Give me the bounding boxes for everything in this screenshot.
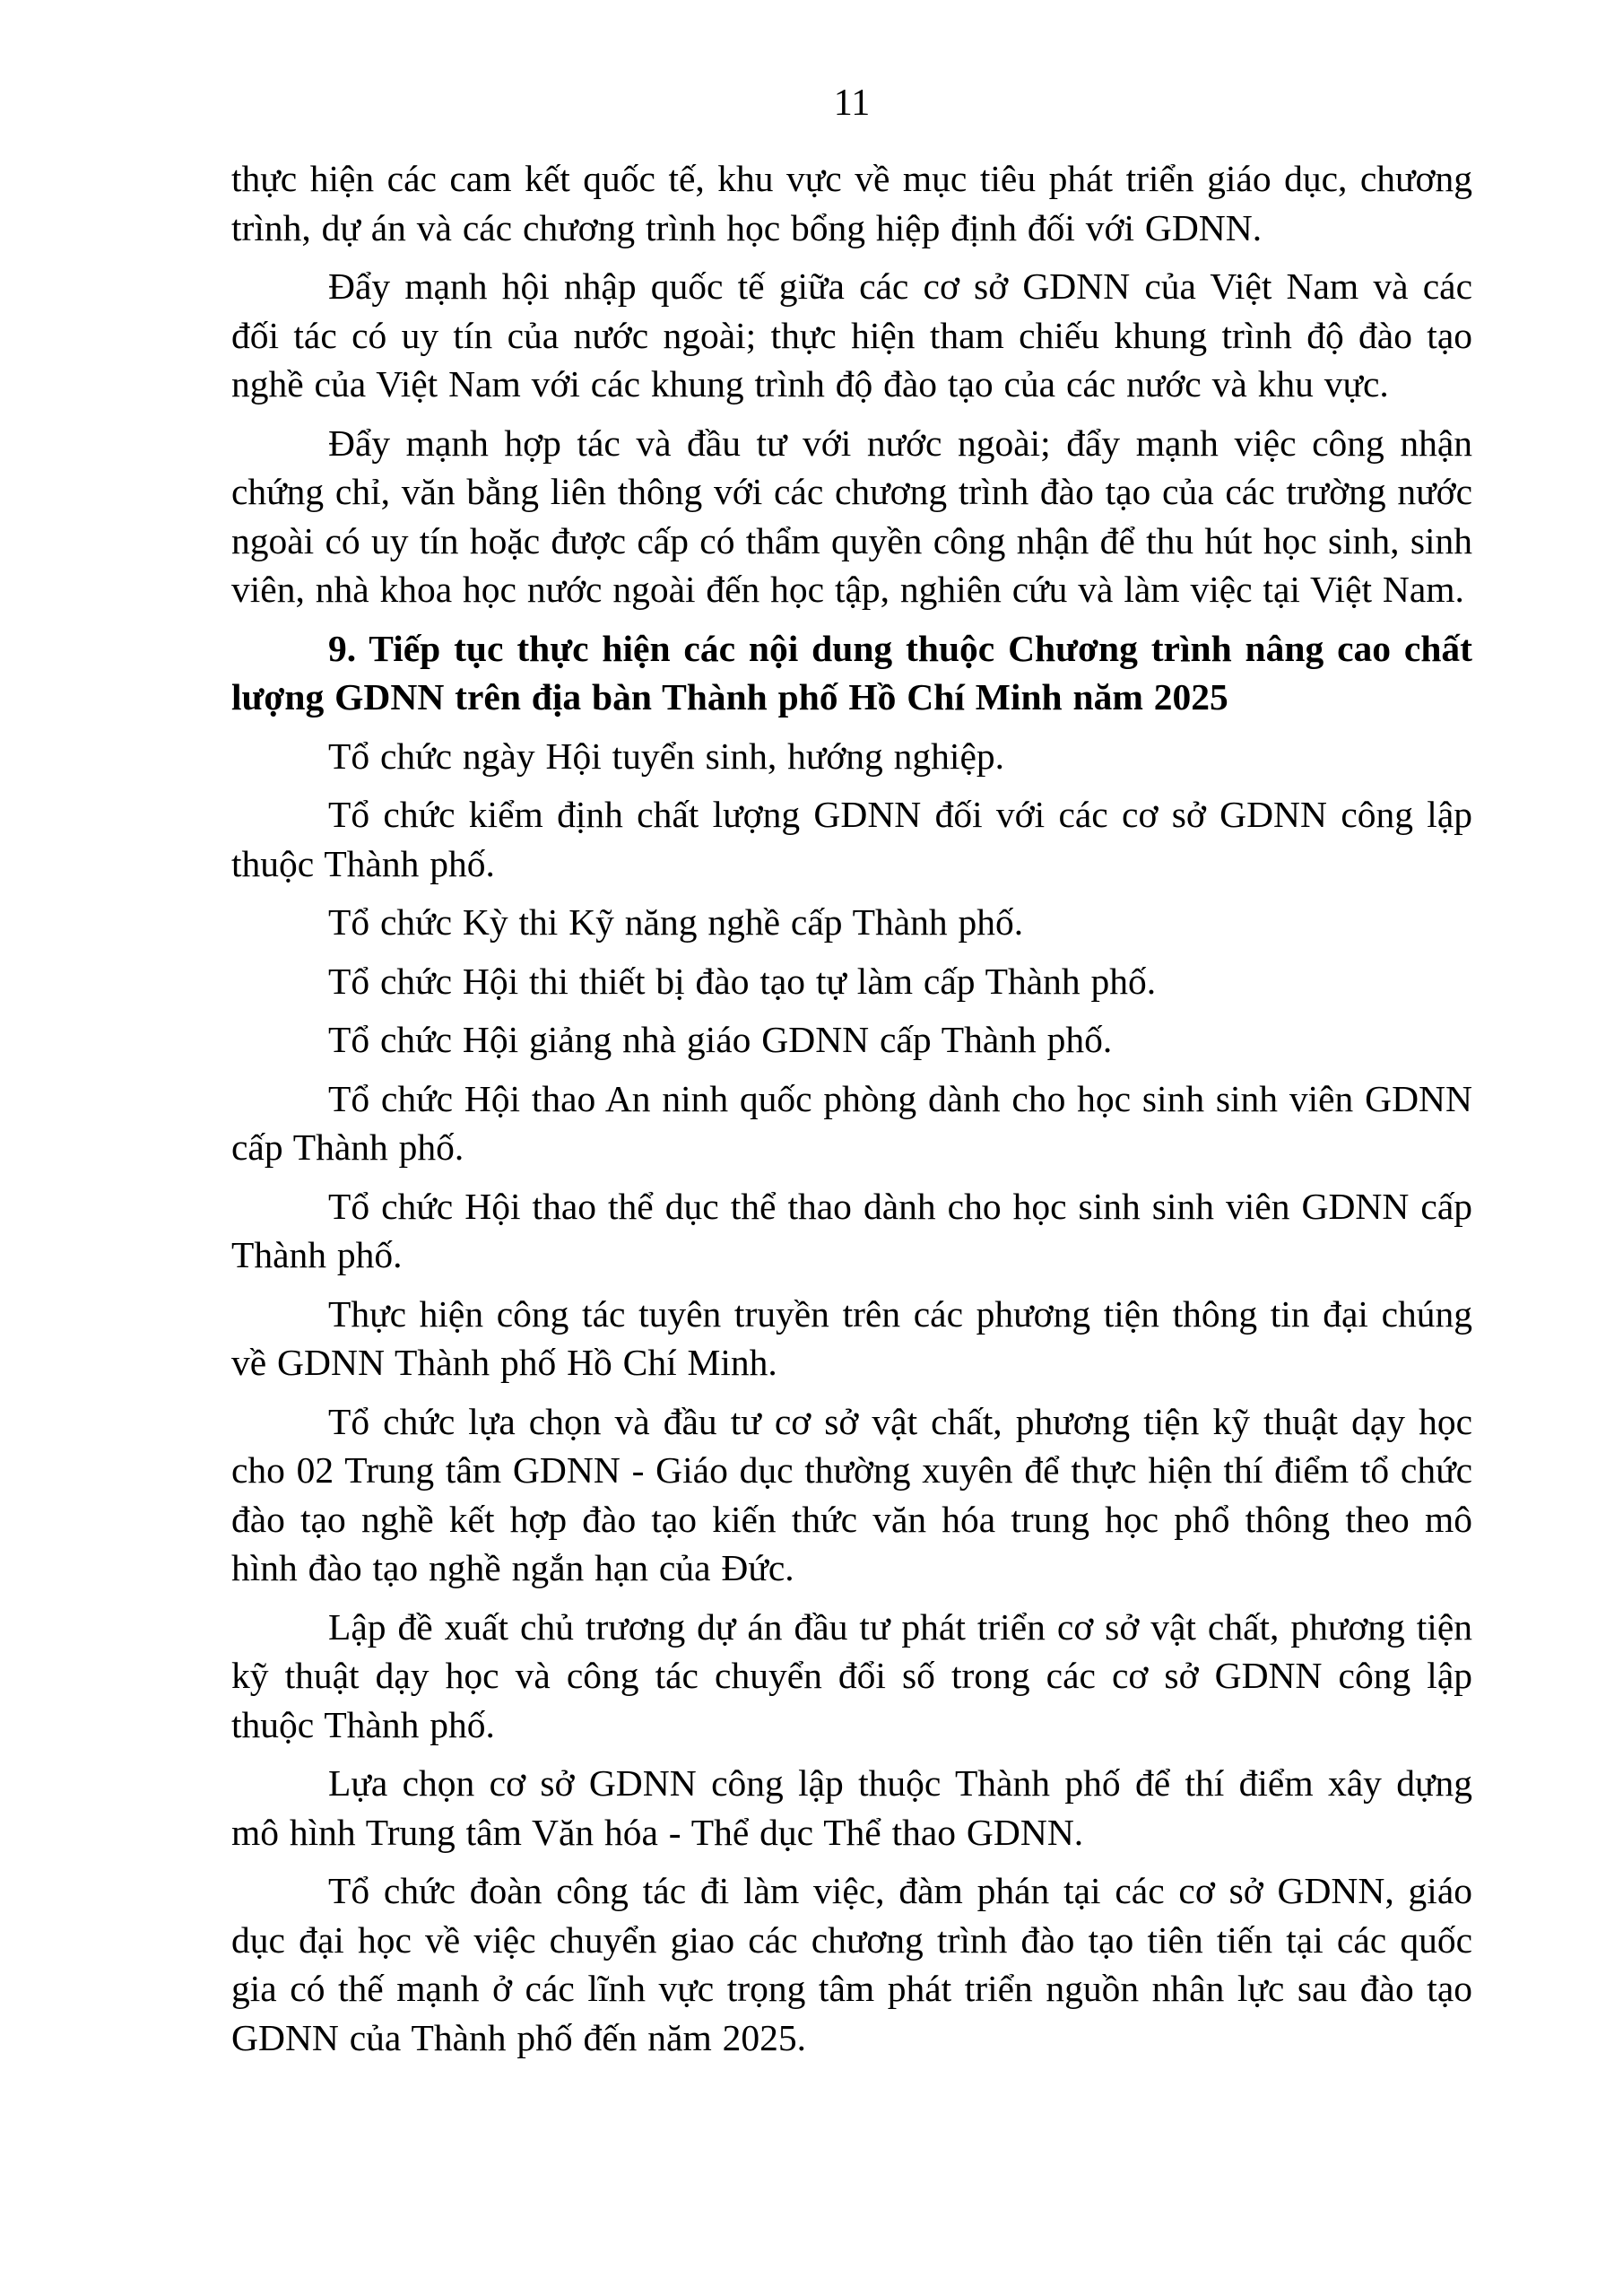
paragraph: Tổ chức Kỳ thi Kỹ năng nghề cấp Thành phố. [328, 901, 1024, 943]
document-body [231, 154, 1472, 2062]
paragraph: Tổ chức Hội giảng nhà giáo GDNN cấp Thành phố. [328, 1019, 1113, 1060]
paragraph: Đẩy mạnh hợp tác và đầu tư với nước ngoài; đẩy mạnh việc công nhận chứng chỉ, văn bằng liên thông với các chương trình đào tạo của các trường nước ngoài có uy tín hoặc được cấp có thẩm quyền công nhận để thu hút học sinh, sinh viên, nhà khoa học nước ngoài đến học tập, nghiên cứu và làm việc tại Việt Nam. [231, 422, 1472, 610]
paragraph: Tổ chức đoàn công tác đi làm việc, đàm phán tại các cơ sở GDNN, giáo dục đại học về việc chuyển giao các chương trình đào tạo tiên tiến tại các quốc gia có thế mạnh ở các lĩnh vực trọng tâm phát triển nguồn nhân lực sau đào tạo GDNN của Thành phố đến năm 2025. [231, 1870, 1472, 2058]
paragraph: Tổ chức lựa chọn và đầu tư cơ sở vật chất, phương tiện kỹ thuật dạy học cho 02 Trung tâm GDNN - Giáo dục thường xuyên để thực hiện thí điểm tổ chức đào tạo nghề kết hợp đào tạo kiến thức văn hóa trung học phổ thông theo mô hình đào tạo nghề ngắn hạn của Đức. [231, 1400, 1472, 1588]
paragraph: Tổ chức ngày Hội tuyển sinh, hướng nghiệp. [328, 735, 1004, 777]
section-heading-9: 9. Tiếp tục thực hiện các nội dung thuộc Chương trình nâng cao chất lượng GDNN trên địa bàn Thành phố Hồ Chí Minh năm 2025 [231, 627, 1472, 718]
paragraph: Tổ chức Hội thao thể dục thể thao dành cho học sinh sinh viên GDNN cấp Thành phố. [231, 1185, 1472, 1275]
page-number: 11 [833, 83, 871, 124]
paragraph: Thực hiện công tác tuyên truyền trên các phương tiện thông tin đại chúng về GDNN Thành phố Hồ Chí Minh. [231, 1292, 1472, 1383]
paragraph: Tổ chức Hội thao An ninh quốc phòng dành cho học sinh sinh viên GDNN cấp Thành phố. [231, 1077, 1472, 1168]
paragraph: Lập đề xuất chủ trương dự án đầu tư phát triển cơ sở vật chất, phương tiện kỹ thuật dạy học và công tác chuyển đổi số trong các cơ sở GDNN công lập thuộc Thành phố. [231, 1605, 1472, 1745]
paragraph: Lựa chọn cơ sở GDNN công lập thuộc Thành phố để thí điểm xây dựng mô hình Trung tâm Văn hóa - Thể dục Thể thao GDNN. [231, 1762, 1472, 1853]
paragraph: Tổ chức kiểm định chất lượng GDNN đối với các cơ sở GDNN công lập thuộc Thành phố. [231, 794, 1472, 884]
paragraph-continuation: thực hiện các cam kết quốc tế, khu vực về mục tiêu phát triển giáo dục, chương trình, dự án và các chương trình học bổng hiệp định đối với GDNN. [231, 158, 1472, 248]
paragraph: Tổ chức Hội thi thiết bị đào tạo tự làm cấp Thành phố. [328, 960, 1157, 1002]
paragraph: Đẩy mạnh hội nhập quốc tế giữa các cơ sở GDNN của Việt Nam và các đối tác có uy tín của nước ngoài; thực hiện tham chiếu khung trình độ đào tạo nghề của Việt Nam với các khung trình độ đào tạo của các nước và khu vực. [231, 265, 1472, 404]
